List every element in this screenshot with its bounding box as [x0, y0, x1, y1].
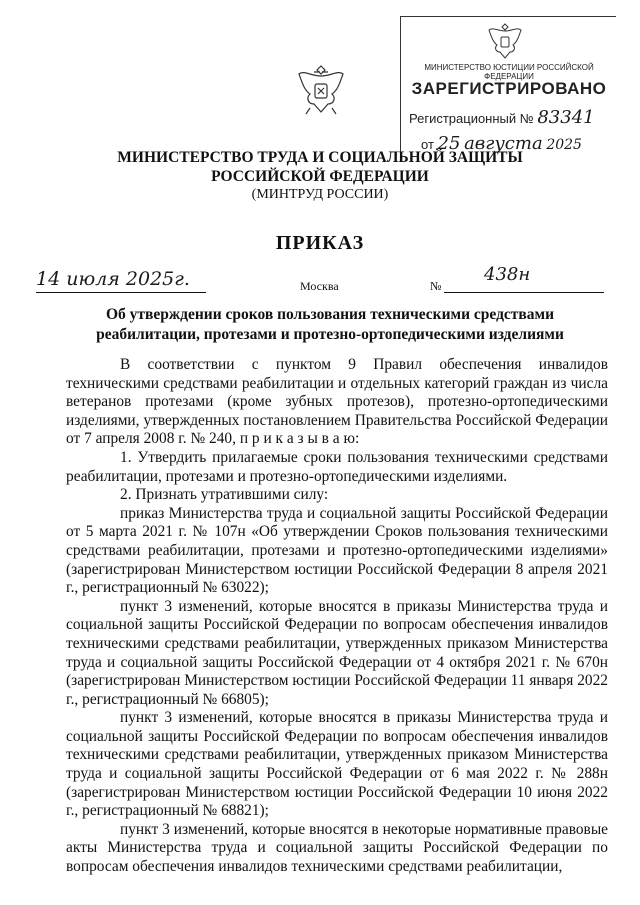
stamp-date-month: августа	[464, 133, 543, 154]
paragraph-repealed-3: пункт 3 изменений, которые вносятся в приказы Министерства труда и социальной защиты Российской Федерации по вопросам обеспечения инвалидов техническими средствами реабилитации, утвержденных приказом Министерства труда и социальной защиты Российской Федерации от 6 мая 2022 г. № 288н (зарегистрирован Министерством юстиции Российской Федерации 10 июня 2022 г., регистрационный № 68821);	[66, 709, 608, 820]
stamp-ministry: МИНИСТЕРСТВО ЮСТИЦИИ РОССИЙСКОЙ ФЕДЕРАЦИИ	[424, 63, 594, 81]
registration-stamp	[400, 16, 616, 156]
ministry-name-line1: МИНИСТЕРСТВО ТРУДА И СОЦИАЛЬНОЙ ЗАЩИТЫ	[117, 149, 523, 166]
order-body	[66, 356, 608, 877]
paragraph-preamble: В соответствии с пунктом 9 Правил обеспечения инвалидов техническими средствами реабилитации и отдельных категорий граждан из числа ветеранов протезами (кроме зубных протезов), протезно-ортопедическими изделиями, утвержденных постановлением Правительства Российской Федерации от 7 апреля 2008 г. № 240, п р и к а з ы в а ю:	[66, 356, 608, 448]
order-subject-line1: Об утверждении сроков пользования техническими средствами	[105, 306, 555, 323]
stamp-reg-number: 83341	[537, 107, 595, 128]
ministry-abbreviation: (МИНТРУД РОССИИ)	[251, 187, 389, 202]
stamp-reg-label: Регистрационный №	[409, 111, 534, 126]
ministry-name-line2: РОССИЙСКОЙ ФЕДЕРАЦИИ	[211, 168, 429, 185]
order-title: ПРИКАЗ	[275, 232, 365, 254]
stamp-registration-line	[409, 107, 595, 128]
stamp-date-day: 25	[437, 133, 461, 154]
order-city: Москва	[300, 279, 339, 293]
order-number-label: №	[430, 279, 442, 293]
order-number-underline	[444, 292, 604, 293]
paragraph-item-2: 2. Признать утратившими силу:	[120, 486, 329, 504]
order-subject-line2: реабилитации, протезами и протезно-ортопедическими изделиями	[96, 326, 564, 343]
order-date-underline	[36, 292, 206, 293]
order-date: 14 июля 2025г.	[36, 268, 190, 290]
stamp-date-prefix: от	[421, 137, 434, 152]
stamp-date-year: 2025	[546, 137, 582, 153]
stamp-emblem-icon	[487, 21, 523, 61]
stamp-status: ЗАРЕГИСТРИРОВАНО	[411, 79, 607, 98]
paragraph-repealed-4: пункт 3 изменений, которые вносятся в некоторые нормативные правовые акты Министерства труда и социальной защиты Российской Федерации по вопросам обеспечения инвалидов техническими средствами реабилитации,	[66, 820, 608, 876]
state-emblem-icon	[296, 60, 346, 118]
paragraph-repealed-2: пункт 3 изменений, которые вносятся в приказы Министерства труда и социальной защиты Российской Федерации по вопросам обеспечения инвалидов техническими средствами реабилитации, утвержденных приказом Министерства труда и социальной защиты Российской Федерации от 4 октября 2021 г. № 670н (зарегистрирован Министерством юстиции Российской Федерации 11 января 2022 г., регистрационный № 66805);	[66, 597, 608, 708]
paragraph-item-1: 1. Утвердить прилагаемые сроки пользования техническими средствами реабилитации, протезами и протезно-ортопедическими изделиями.	[66, 448, 608, 485]
paragraph-repealed-1: приказ Министерства труда и социальной защиты Российской Федерации от 5 марта 2021 г. № 107н «Об утверждении Сроков пользования техническими средствами реабилитации, протезами и протезно-ортопедическими изделиями» (зарегистрирован Министерством юстиции Российской Федерации 8 апреля 2021 г., регистрационный № 63022);	[66, 504, 608, 597]
order-number: 438н	[484, 264, 531, 285]
